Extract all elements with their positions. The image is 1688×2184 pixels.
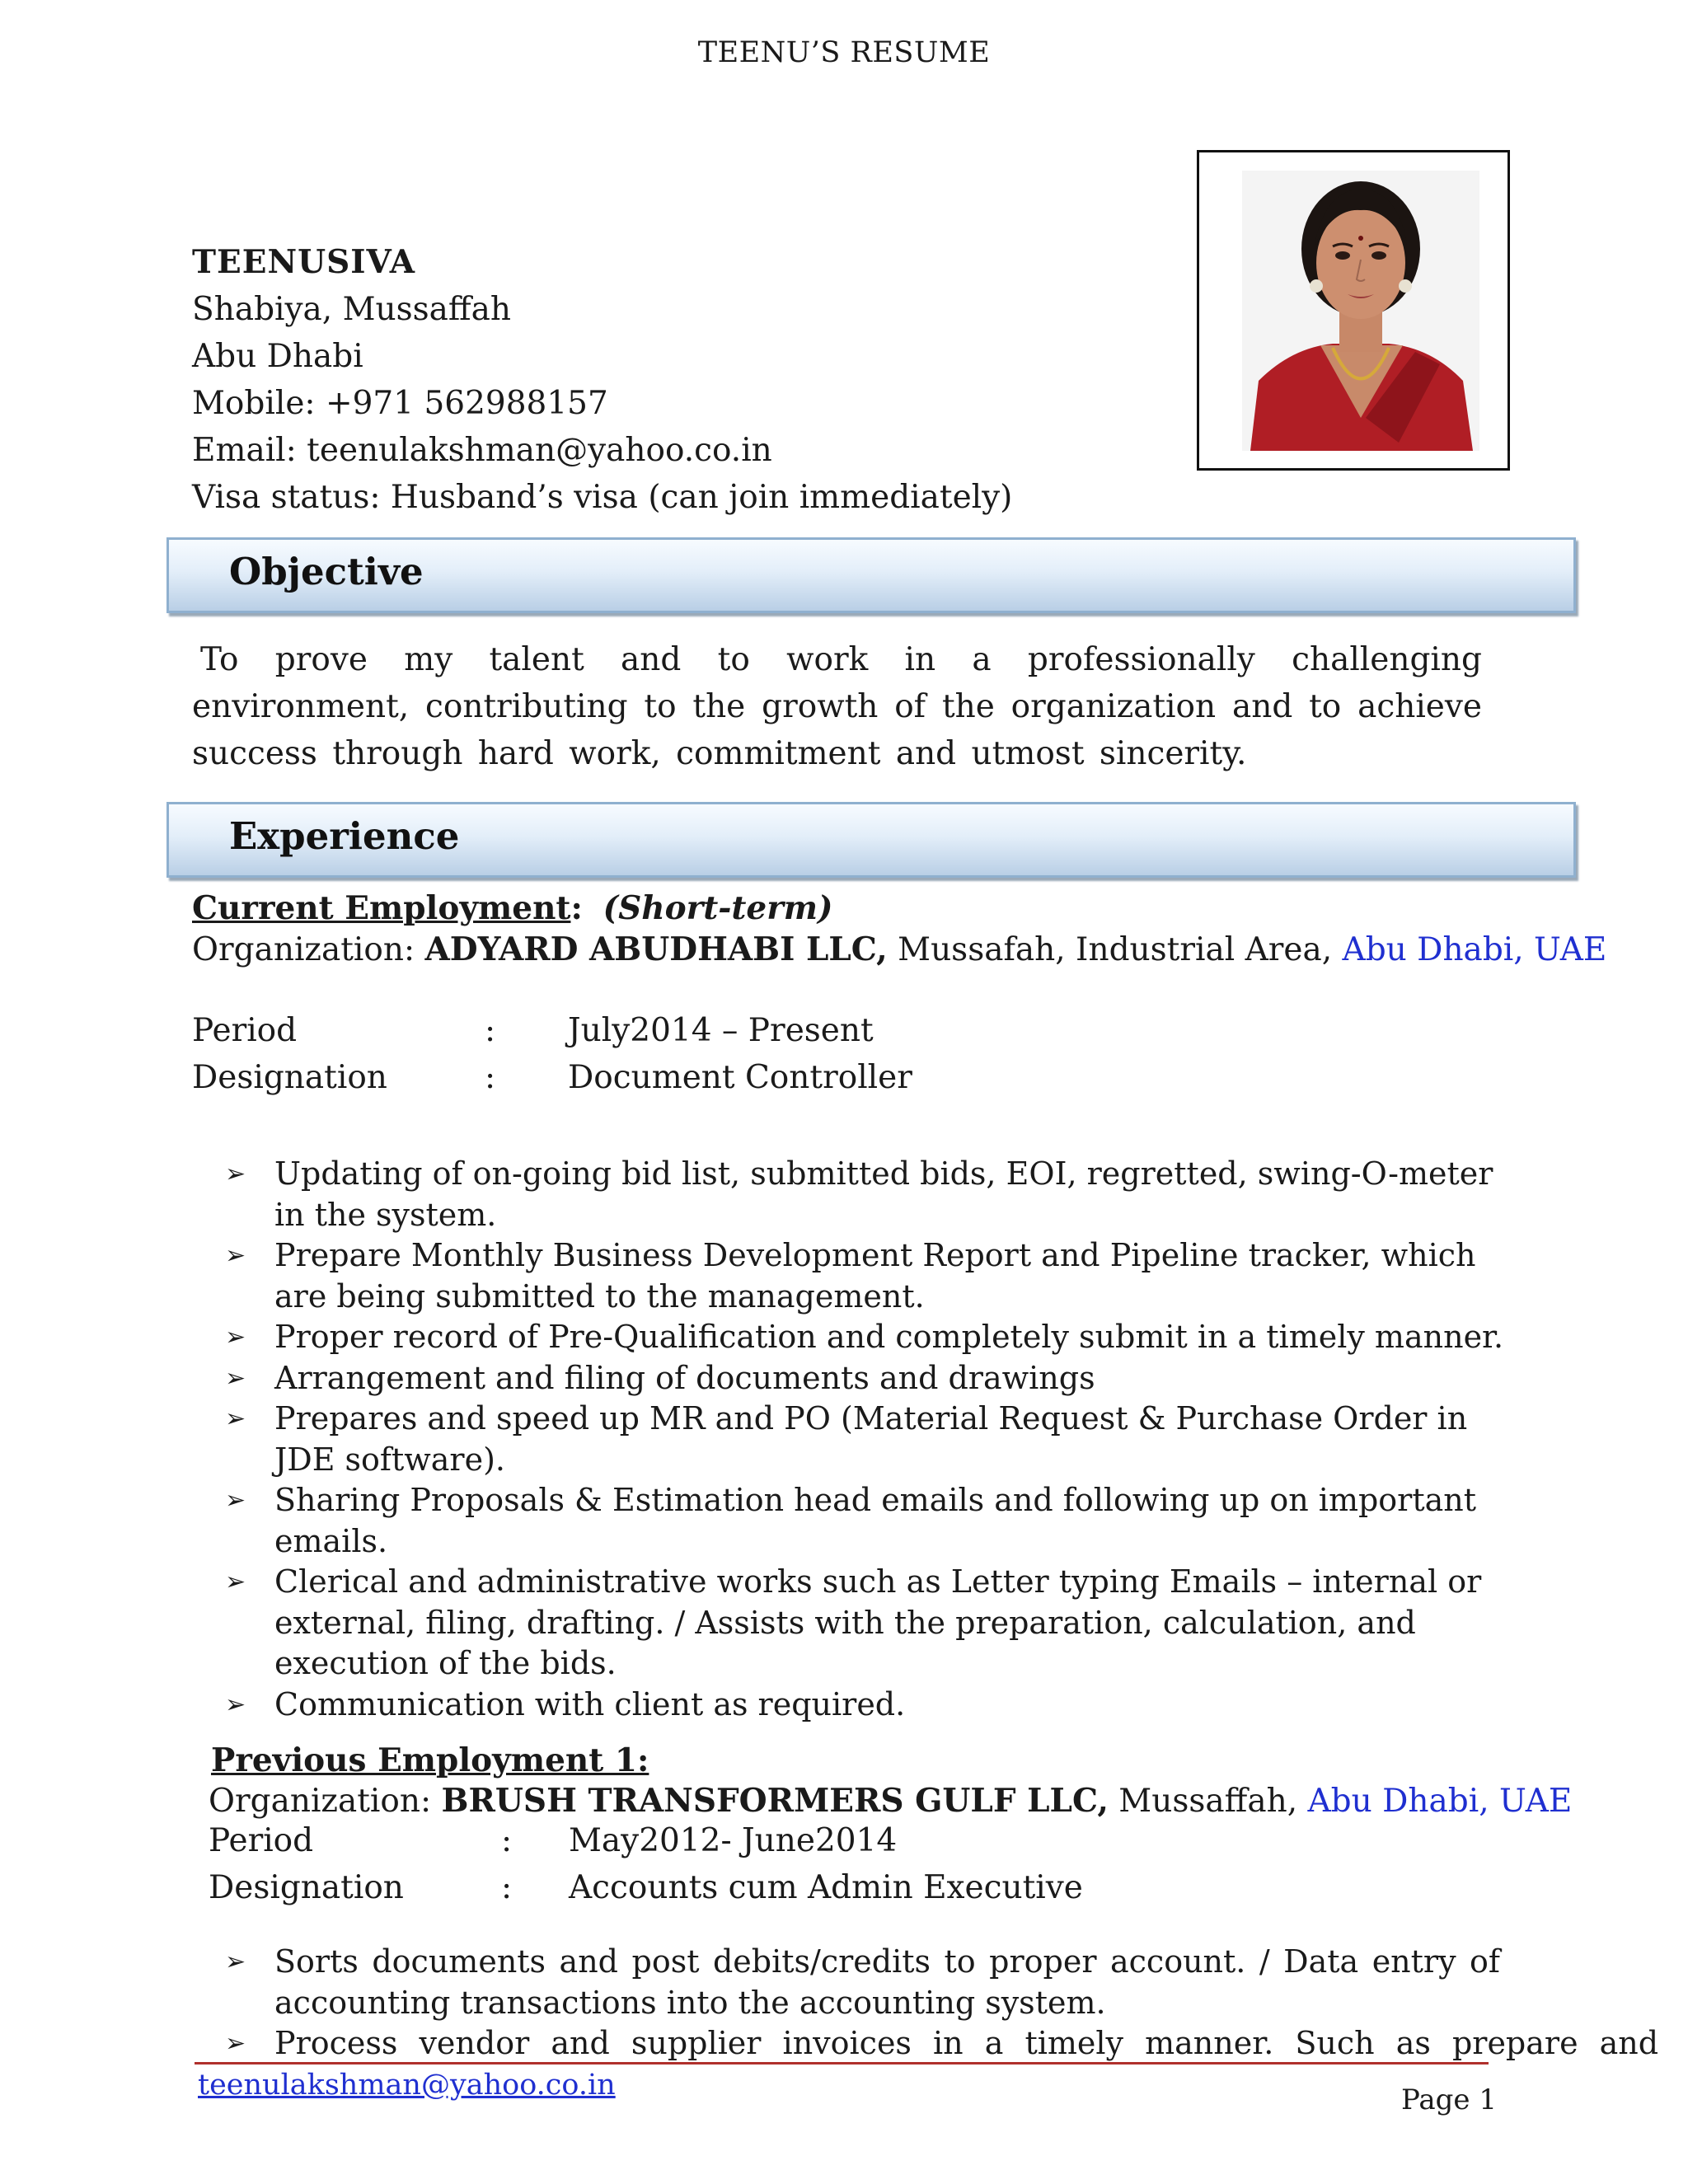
designation-label: Designation xyxy=(192,1059,387,1096)
page-number: Page 1 xyxy=(1401,2083,1497,2116)
previous-organization-line xyxy=(209,1780,1572,1822)
profile-photo xyxy=(1242,171,1479,451)
list-item: ➢ Clerical and administrative works such as Letter typing Emails – internal or external, filing, drafting. / Assists with the preparation, calculation, and execution of the bids. xyxy=(225,1563,1482,1681)
period-sep: : xyxy=(501,1822,513,1859)
objective-heading: Objective xyxy=(229,550,424,593)
list-item: ➢ Sorts documents and post debits/credits to proper account. / Data entry of accounting transactions into the accounting system. xyxy=(225,1943,1500,2021)
objective-section-header xyxy=(166,537,1576,613)
email-address: Email: teenulakshman@yahoo.co.in xyxy=(192,432,772,469)
current-duties-list xyxy=(225,1154,1517,1725)
org-prefix: Organization: xyxy=(209,1783,442,1820)
list-item: ➢ Updating of on-going bid list, submitted bids, EOI, regretted, swing-O-meter in the system. xyxy=(225,1155,1493,1233)
arrowhead-bullet-icon: ➢ xyxy=(225,1323,246,1352)
org-name: BRUSH TRANSFORMERS GULF LLC, xyxy=(441,1782,1109,1820)
previous-employment-label: Previous Employment 1: xyxy=(211,1741,649,1779)
arrowhead-bullet-icon: ➢ xyxy=(225,1947,246,1976)
period-label: Period xyxy=(192,1012,298,1049)
current-employment-label: Current Employment xyxy=(192,889,571,927)
period-sep: : xyxy=(485,1012,496,1049)
designation-value: Accounts cum Admin Executive xyxy=(569,1869,1083,1906)
period-value: July2014 – Present xyxy=(568,1012,874,1049)
org-location: Mussafah, Industrial Area, xyxy=(887,931,1343,968)
org-name: ADYARD ABUDHABI LLC, xyxy=(424,930,888,968)
list-item: ➢ Prepares and speed up MR and PO (Material Request & Purchase Order in JDE software). xyxy=(225,1400,1468,1478)
org-city: Abu Dhabi, UAE xyxy=(1342,931,1607,968)
arrowhead-bullet-icon: ➢ xyxy=(225,1241,246,1270)
list-item: ➢ Proper record of Pre-Qualification and completely submit in a timely manner. xyxy=(225,1317,1517,1358)
designation-label: Designation xyxy=(209,1869,404,1906)
org-location: Mussaffah, xyxy=(1108,1783,1308,1820)
profile-photo-frame xyxy=(1197,150,1510,471)
page-header-title: TEENU’S RESUME xyxy=(697,36,991,69)
objective-text: To prove my talent and to work in a professionally challenging environment, contributing to the growth of the organization and to achieve success through hard work, commitment and utmost sincerity. xyxy=(192,641,1482,772)
mobile-number: Mobile: +971 562988157 xyxy=(192,385,608,422)
previous-details xyxy=(209,1817,1083,1911)
list-item: ➢ Communication with client as required. xyxy=(225,1685,1517,1726)
current-employment-colon: : xyxy=(570,889,583,927)
current-employment-heading xyxy=(192,888,832,930)
current-employment-term: (Short-term) xyxy=(603,889,833,927)
org-city: Abu Dhabi, UAE xyxy=(1307,1783,1573,1820)
current-details xyxy=(192,1007,1016,1101)
arrowhead-bullet-icon: ➢ xyxy=(225,1568,246,1596)
designation-sep: : xyxy=(485,1059,496,1096)
org-prefix: Organization: xyxy=(192,931,425,968)
period-value: May2012- June2014 xyxy=(569,1822,898,1859)
arrowhead-bullet-icon: ➢ xyxy=(225,1160,246,1188)
arrowhead-bullet-icon: ➢ xyxy=(225,2029,246,2058)
candidate-name: TEENUSIVA xyxy=(192,243,416,281)
previous-duties-list xyxy=(225,1942,1659,2064)
arrowhead-bullet-icon: ➢ xyxy=(225,1486,246,1515)
list-item: ➢ Process vendor and supplier invoices in a timely manner. Such as prepare and xyxy=(225,2023,1500,2064)
experience-heading: Experience xyxy=(229,814,460,858)
footer-divider xyxy=(195,2062,1489,2064)
arrowhead-bullet-icon: ➢ xyxy=(225,1363,246,1393)
contact-block xyxy=(192,239,1012,521)
period-label: Period xyxy=(209,1822,314,1859)
current-organization-line xyxy=(192,929,1606,971)
designation-value: Document Controller xyxy=(568,1059,912,1096)
list-item: ➢ Arrangement and filing of documents and drawings xyxy=(225,1358,1517,1399)
experience-section-header xyxy=(166,802,1576,878)
address-line-1: Shabiya, Mussaffah xyxy=(192,291,512,328)
list-item: ➢ Sharing Proposals & Estimation head emails and following up on important emails. xyxy=(225,1482,1477,1559)
designation-sep: : xyxy=(501,1869,513,1906)
list-item: ➢ Prepare Monthly Business Development Report and Pipeline tracker, which are being submitted to the management. xyxy=(225,1237,1476,1315)
previous-employment-heading xyxy=(211,1740,649,1782)
address-line-2: Abu Dhabi xyxy=(192,338,363,375)
visa-status: Visa status: Husband’s visa (can join immediately) xyxy=(192,479,1013,516)
arrowhead-bullet-icon: ➢ xyxy=(225,1690,246,1719)
arrowhead-bullet-icon: ➢ xyxy=(225,1404,246,1433)
footer-email-link[interactable]: teenulakshman@yahoo.co.in xyxy=(198,2069,616,2102)
